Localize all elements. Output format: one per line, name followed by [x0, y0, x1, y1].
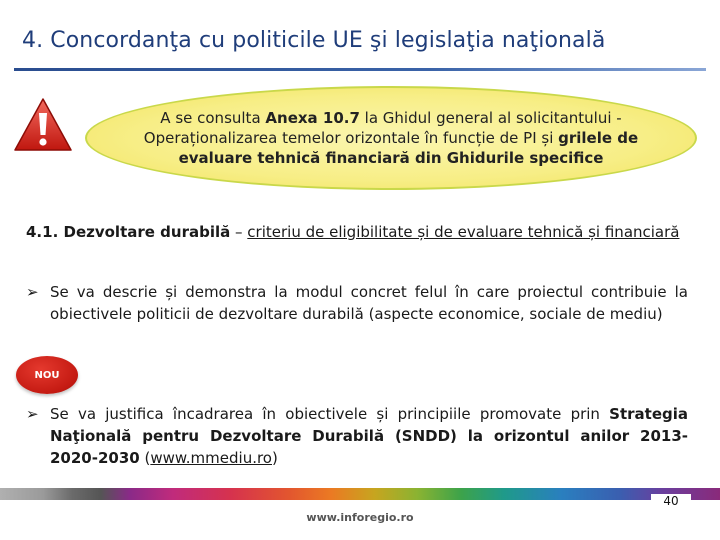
section-heading	[26, 222, 692, 243]
bullet-text: Se va descrie și demonstra la modul concret felul în care proiectul contribuie la obiectivele politicii de dezvoltare durabilă (aspecte economice, sociale de mediu)	[50, 283, 688, 323]
sndd-strategy-ref: Strategia Naţională pentru Dezvoltare Durabilă (SNDD) la orizontul anilor 2013-2020-2030	[50, 405, 688, 467]
bullet-text-part: )	[272, 449, 278, 467]
slide-title: 4. Concordanţa cu politicile UE şi legislaţia naţională	[22, 28, 606, 53]
page-number: 40	[651, 494, 691, 508]
section-subtitle: criteriu de eligibilitate și de evaluare tehnică și financiară	[247, 223, 680, 241]
bullet-text-part: (	[139, 449, 151, 467]
new-badge: NOU	[16, 356, 78, 394]
bullet-text-part: Se va justifica încadrarea în obiectivele și principiile promovate prin	[50, 405, 610, 423]
warning-icon	[12, 96, 74, 154]
section-dash: –	[230, 223, 248, 241]
footer-color-stripe	[0, 488, 720, 500]
callout-grid-ref: grilele de evaluare tehnică financiară din Ghidurile specifice	[178, 129, 639, 167]
callout-text-part: la Ghidul general al solicitantului - Operaționalizarea temelor orizontale în funcție de PI și	[143, 109, 622, 147]
info-callout	[85, 86, 697, 190]
callout-annex-ref: Anexa 10.7	[265, 109, 360, 127]
title-divider	[14, 68, 706, 71]
mmediu-link[interactable]: www.mmediu.ro	[150, 449, 272, 467]
arrow-bullet-icon: ➢	[26, 283, 39, 301]
section-number: 4.1. Dezvoltare durabilă	[26, 223, 231, 241]
arrow-bullet-icon: ➢	[26, 405, 39, 423]
callout-text	[121, 108, 661, 168]
bullet-item	[26, 281, 688, 325]
footer-url: www.inforegio.ro	[306, 511, 414, 524]
bullet-item	[26, 403, 688, 469]
callout-text-part: A se consulta	[160, 109, 266, 127]
bullet-text	[50, 403, 688, 469]
